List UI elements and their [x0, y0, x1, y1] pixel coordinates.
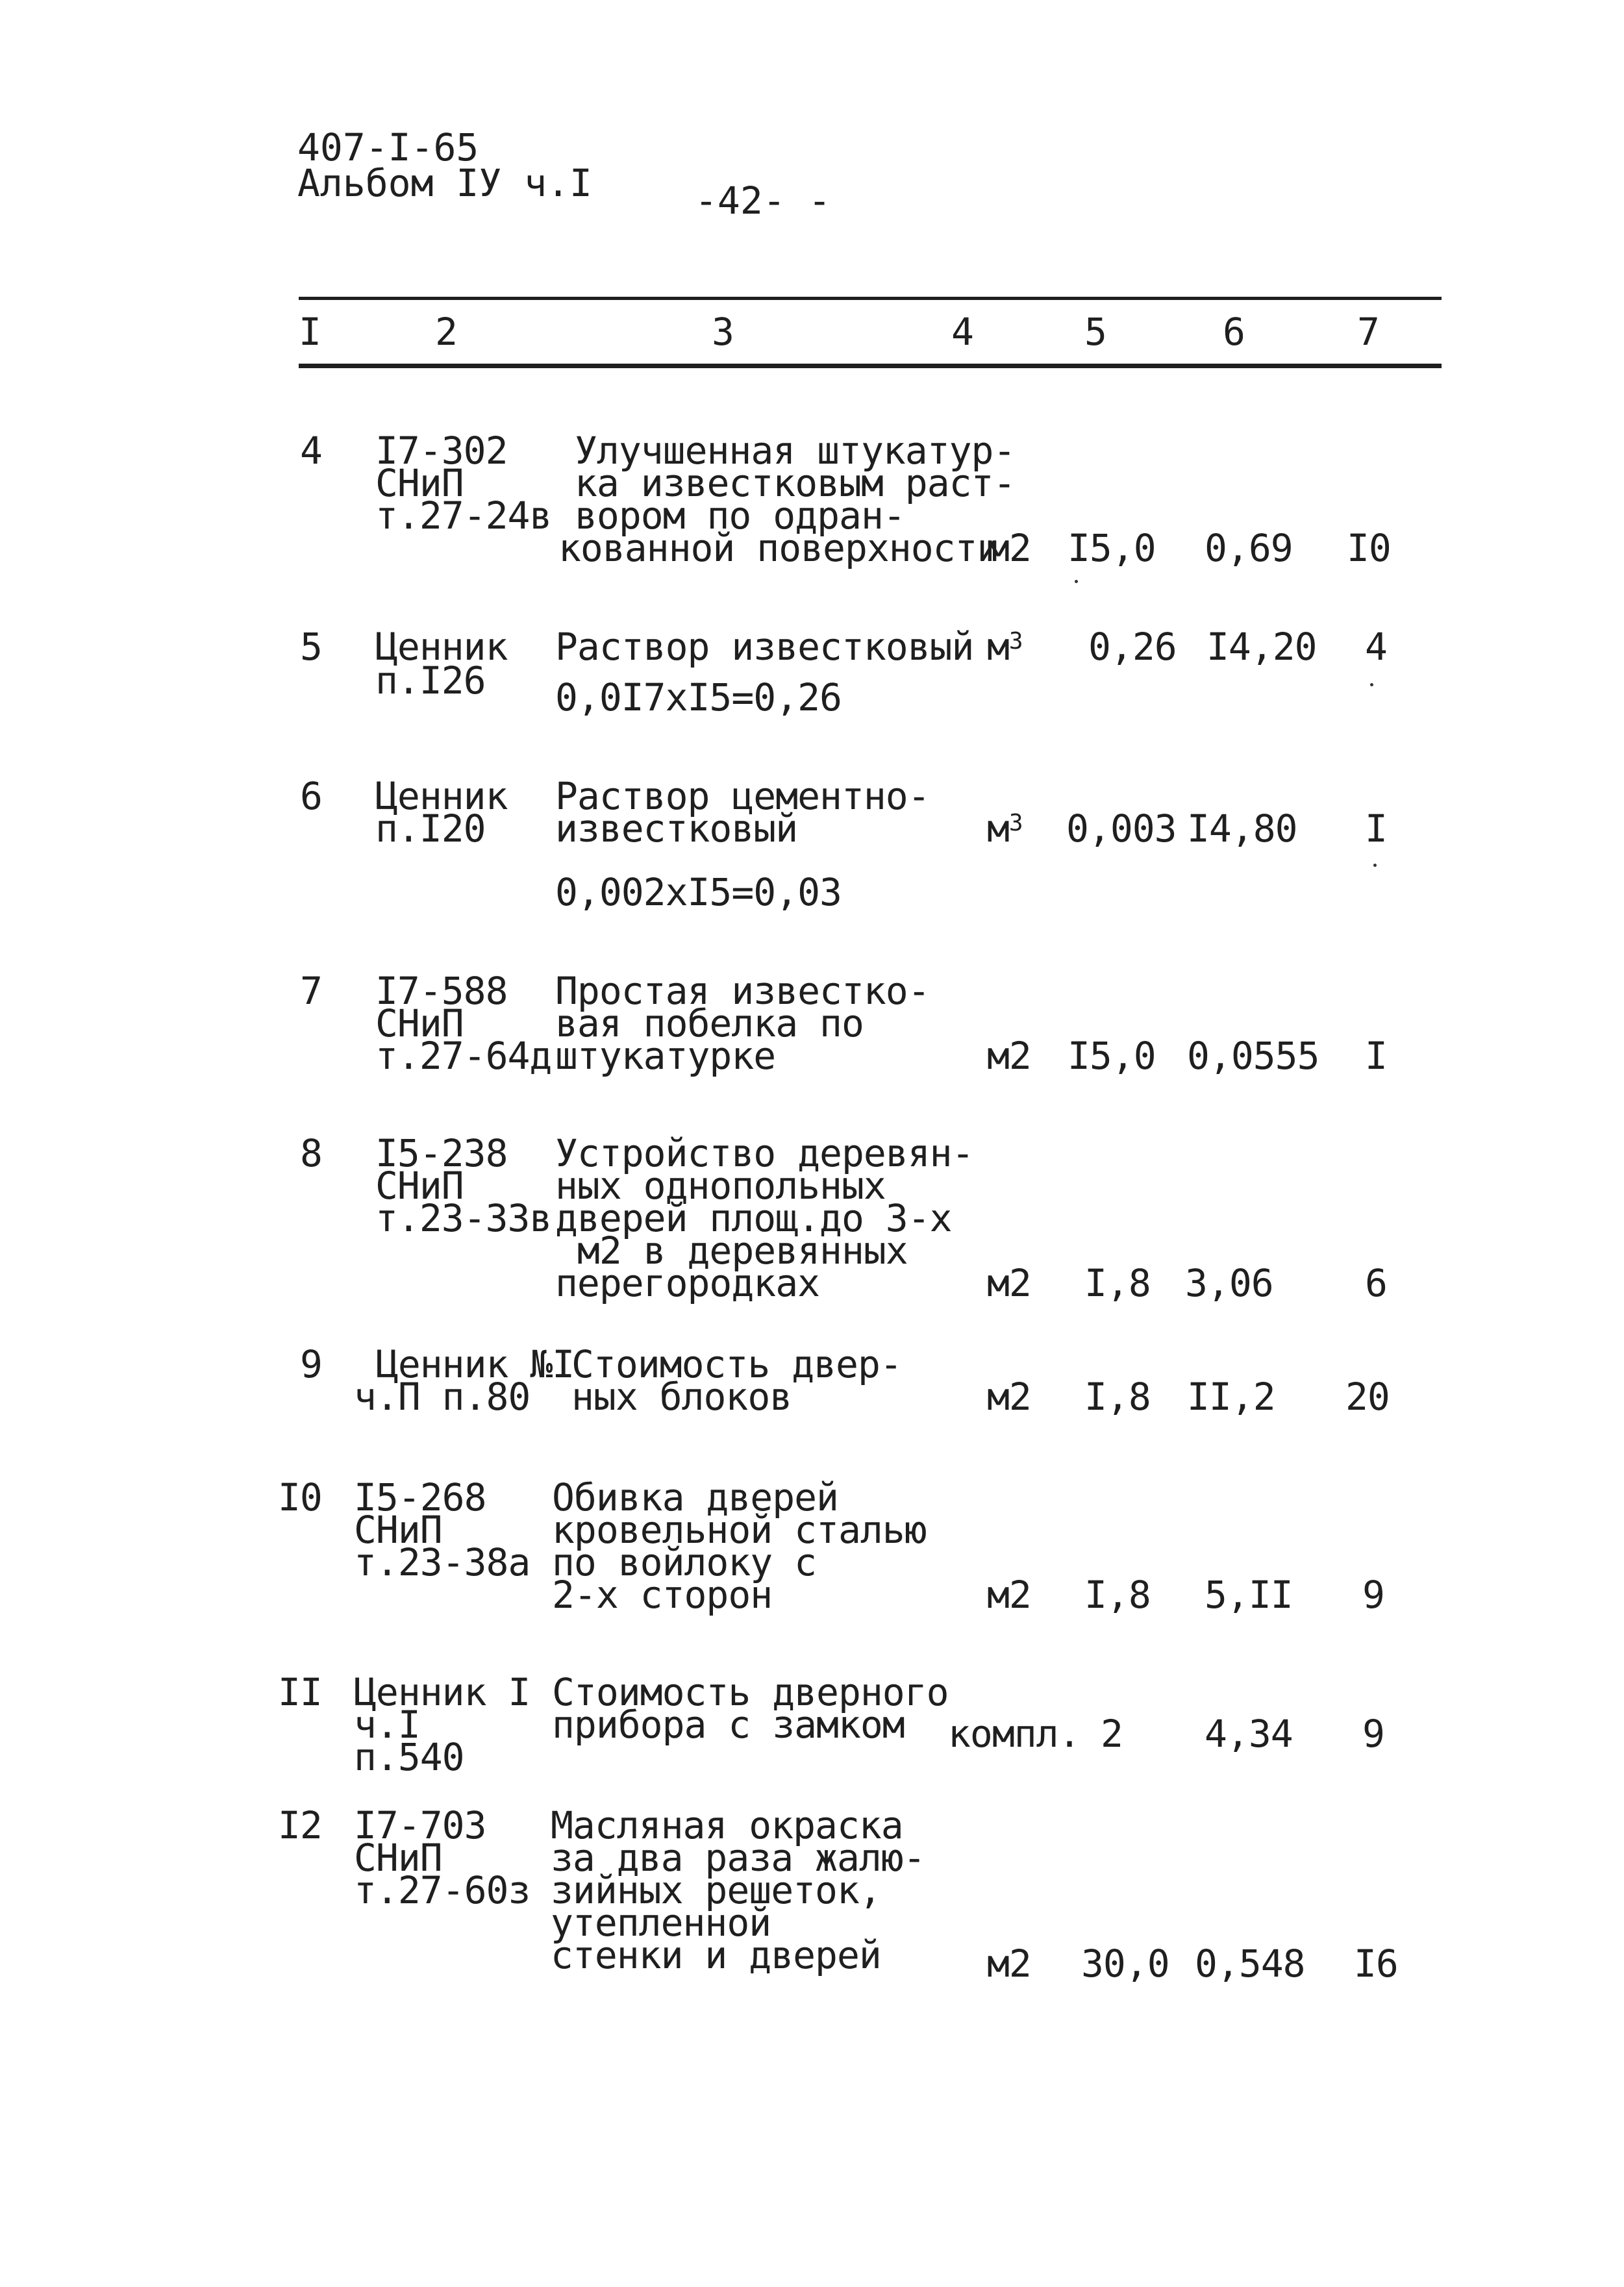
row-total: 4 — [1365, 625, 1387, 669]
row-code-line: т.23-33в — [375, 1196, 552, 1240]
row-price: 0,69 — [1205, 526, 1293, 570]
row-unit: компл. — [948, 1712, 1081, 1756]
row-description-line: ных блоков — [571, 1375, 792, 1419]
row-quantity: 30,0 — [1081, 1942, 1169, 1986]
row-code-line: т.27-64д — [375, 1034, 552, 1078]
row-unit — [987, 806, 1023, 851]
row-quantity: I,8 — [1084, 1573, 1151, 1617]
row-description-line: штукатурке — [555, 1034, 776, 1078]
row-number: I0 — [278, 1475, 322, 1519]
column-header-1: I — [299, 310, 321, 354]
row-code-line: СНиП — [354, 1836, 442, 1880]
row-quantity: I,8 — [1084, 1375, 1151, 1419]
row-code-line: п.I26 — [375, 658, 486, 703]
row-description-line: кованной поверхности — [558, 526, 999, 570]
row-number: II — [278, 1670, 322, 1714]
row-total: 6 — [1365, 1261, 1387, 1305]
row-total: 9 — [1362, 1712, 1384, 1756]
row-code-line: п.540 — [354, 1735, 464, 1779]
row-description-line: дверей площ.до 3-х — [555, 1196, 952, 1240]
row-description-line: Стоимость двер- — [571, 1342, 902, 1386]
row-unit-base: м — [987, 806, 1009, 851]
row-quantity: I5,0 — [1068, 1034, 1156, 1078]
row-price: I4,80 — [1187, 806, 1297, 851]
row-code-line: I5-238 — [375, 1131, 508, 1175]
row-quantity: 0,003 — [1066, 806, 1177, 851]
row-code-line: Ценник №I — [354, 1342, 575, 1386]
row-price: 5,II — [1205, 1573, 1293, 1617]
row-code-line: Ценник — [375, 774, 508, 818]
row-code-line: ч.I — [354, 1703, 420, 1747]
row-quantity: 2 — [1101, 1712, 1123, 1756]
row-description-line: перегородках — [555, 1261, 820, 1305]
row-unit — [987, 625, 1023, 669]
row-total: I6 — [1354, 1942, 1398, 1986]
row-description-line: за два раза жалю- — [551, 1836, 925, 1880]
row-code-line: СНиП — [375, 1001, 464, 1045]
row-unit: м2 — [987, 1573, 1031, 1617]
row-code-line: Ценник — [375, 625, 508, 669]
row-formula: 0,0I7хI5=0,26 — [555, 675, 842, 719]
row-total: 20 — [1345, 1375, 1390, 1419]
column-header-3: 3 — [712, 310, 734, 354]
row-number: 7 — [300, 969, 322, 1013]
row-price: I4,20 — [1206, 625, 1317, 669]
row-code-line: СНиП — [375, 461, 464, 505]
column-header-6: 6 — [1223, 310, 1245, 354]
row-code-line: ч.П п.80 — [354, 1375, 531, 1419]
row-description-line: кровельной сталью — [552, 1508, 927, 1552]
table-header-rule — [299, 364, 1442, 368]
row-unit: м2 — [987, 526, 1031, 570]
row-unit-exponent: 3 — [1008, 628, 1023, 655]
row-description-line: м2 в деревянных — [555, 1229, 908, 1273]
row-total: 9 — [1362, 1573, 1384, 1617]
row-number: 8 — [300, 1131, 322, 1175]
row-code-line: т.27-24в — [375, 494, 552, 538]
album-label: Альбом IУ ч.I — [297, 161, 592, 205]
scan-speck — [1075, 580, 1078, 583]
row-number: 9 — [300, 1342, 322, 1386]
page-number: -42- - — [695, 179, 831, 223]
row-price: 4,34 — [1205, 1712, 1293, 1756]
row-code-line: I5-268 — [354, 1475, 486, 1519]
row-price: 0,0555 — [1187, 1034, 1319, 1078]
row-code-line: I7-588 — [375, 969, 508, 1013]
row-unit-base: м — [987, 625, 1009, 669]
row-description-line: вором по одран- — [575, 494, 905, 538]
row-number: 5 — [300, 625, 322, 669]
scan-speck — [1370, 683, 1373, 686]
row-description-line: по войлоку с — [552, 1540, 817, 1584]
row-description-line: Улучшенная штукатур- — [575, 429, 1016, 473]
column-header-2: 2 — [435, 310, 457, 354]
row-description-line: Масляная окраска — [551, 1803, 903, 1847]
row-description-line: Обивка дверей — [552, 1475, 838, 1519]
column-header-4: 4 — [951, 310, 973, 354]
row-price: 0,548 — [1195, 1942, 1305, 1986]
row-total: I — [1365, 1034, 1387, 1078]
document-code: 407-I-65 — [297, 125, 479, 169]
row-code-line: СНиП — [354, 1508, 442, 1552]
row-code-line: т.27-60з — [354, 1868, 531, 1912]
row-quantity: I,8 — [1084, 1261, 1151, 1305]
row-description-line: Стоимость дверного — [552, 1670, 949, 1714]
row-description-line: прибора с замком — [552, 1703, 905, 1747]
row-total: I0 — [1347, 526, 1391, 570]
row-unit: м2 — [987, 1375, 1031, 1419]
row-code-line: СНиП — [375, 1164, 464, 1208]
row-description-line: Простая известко- — [555, 969, 930, 1013]
row-unit: м2 — [987, 1261, 1031, 1305]
row-total: I — [1365, 806, 1387, 851]
row-code-line: I7-703 — [354, 1803, 486, 1847]
row-unit: м2 — [987, 1034, 1031, 1078]
row-formula: 0,002хI5=0,03 — [555, 870, 842, 914]
row-quantity: 0,26 — [1088, 625, 1177, 669]
row-unit: м2 — [987, 1942, 1031, 1986]
row-description-line: вая побелка по — [555, 1001, 864, 1045]
row-code-line: Ценник I — [354, 1670, 531, 1714]
row-quantity: I5,0 — [1068, 526, 1156, 570]
row-code-line: т.23-38а — [354, 1540, 531, 1584]
row-description-line: ка известковым раст- — [575, 461, 1016, 505]
row-number: 4 — [300, 429, 322, 473]
row-price: II,2 — [1187, 1375, 1275, 1419]
row-description-line: стенки и дверей — [551, 1933, 881, 1977]
row-code-line: п.I20 — [375, 806, 486, 851]
row-description-line: ных однопольных — [555, 1164, 886, 1208]
table-top-rule — [299, 297, 1442, 300]
row-price: 3,06 — [1185, 1261, 1273, 1305]
row-number: 6 — [300, 774, 322, 818]
row-description-line: Раствор цементно- — [555, 774, 930, 818]
row-code-line: I7-302 — [375, 429, 508, 473]
row-description-line: зийных решеток, — [551, 1868, 881, 1912]
column-header-5: 5 — [1084, 310, 1106, 354]
row-description-line: известковый — [555, 806, 798, 851]
row-description-line: Устройство деревян- — [555, 1131, 974, 1175]
scan-speck — [1373, 864, 1377, 867]
row-description-line: Раствор известковый — [555, 625, 974, 669]
row-unit-exponent: 3 — [1008, 810, 1023, 836]
row-description-line: утепленной — [551, 1901, 771, 1945]
column-header-7: 7 — [1357, 310, 1379, 354]
row-description-line: 2-х сторон — [552, 1573, 773, 1617]
row-number: I2 — [278, 1803, 322, 1847]
